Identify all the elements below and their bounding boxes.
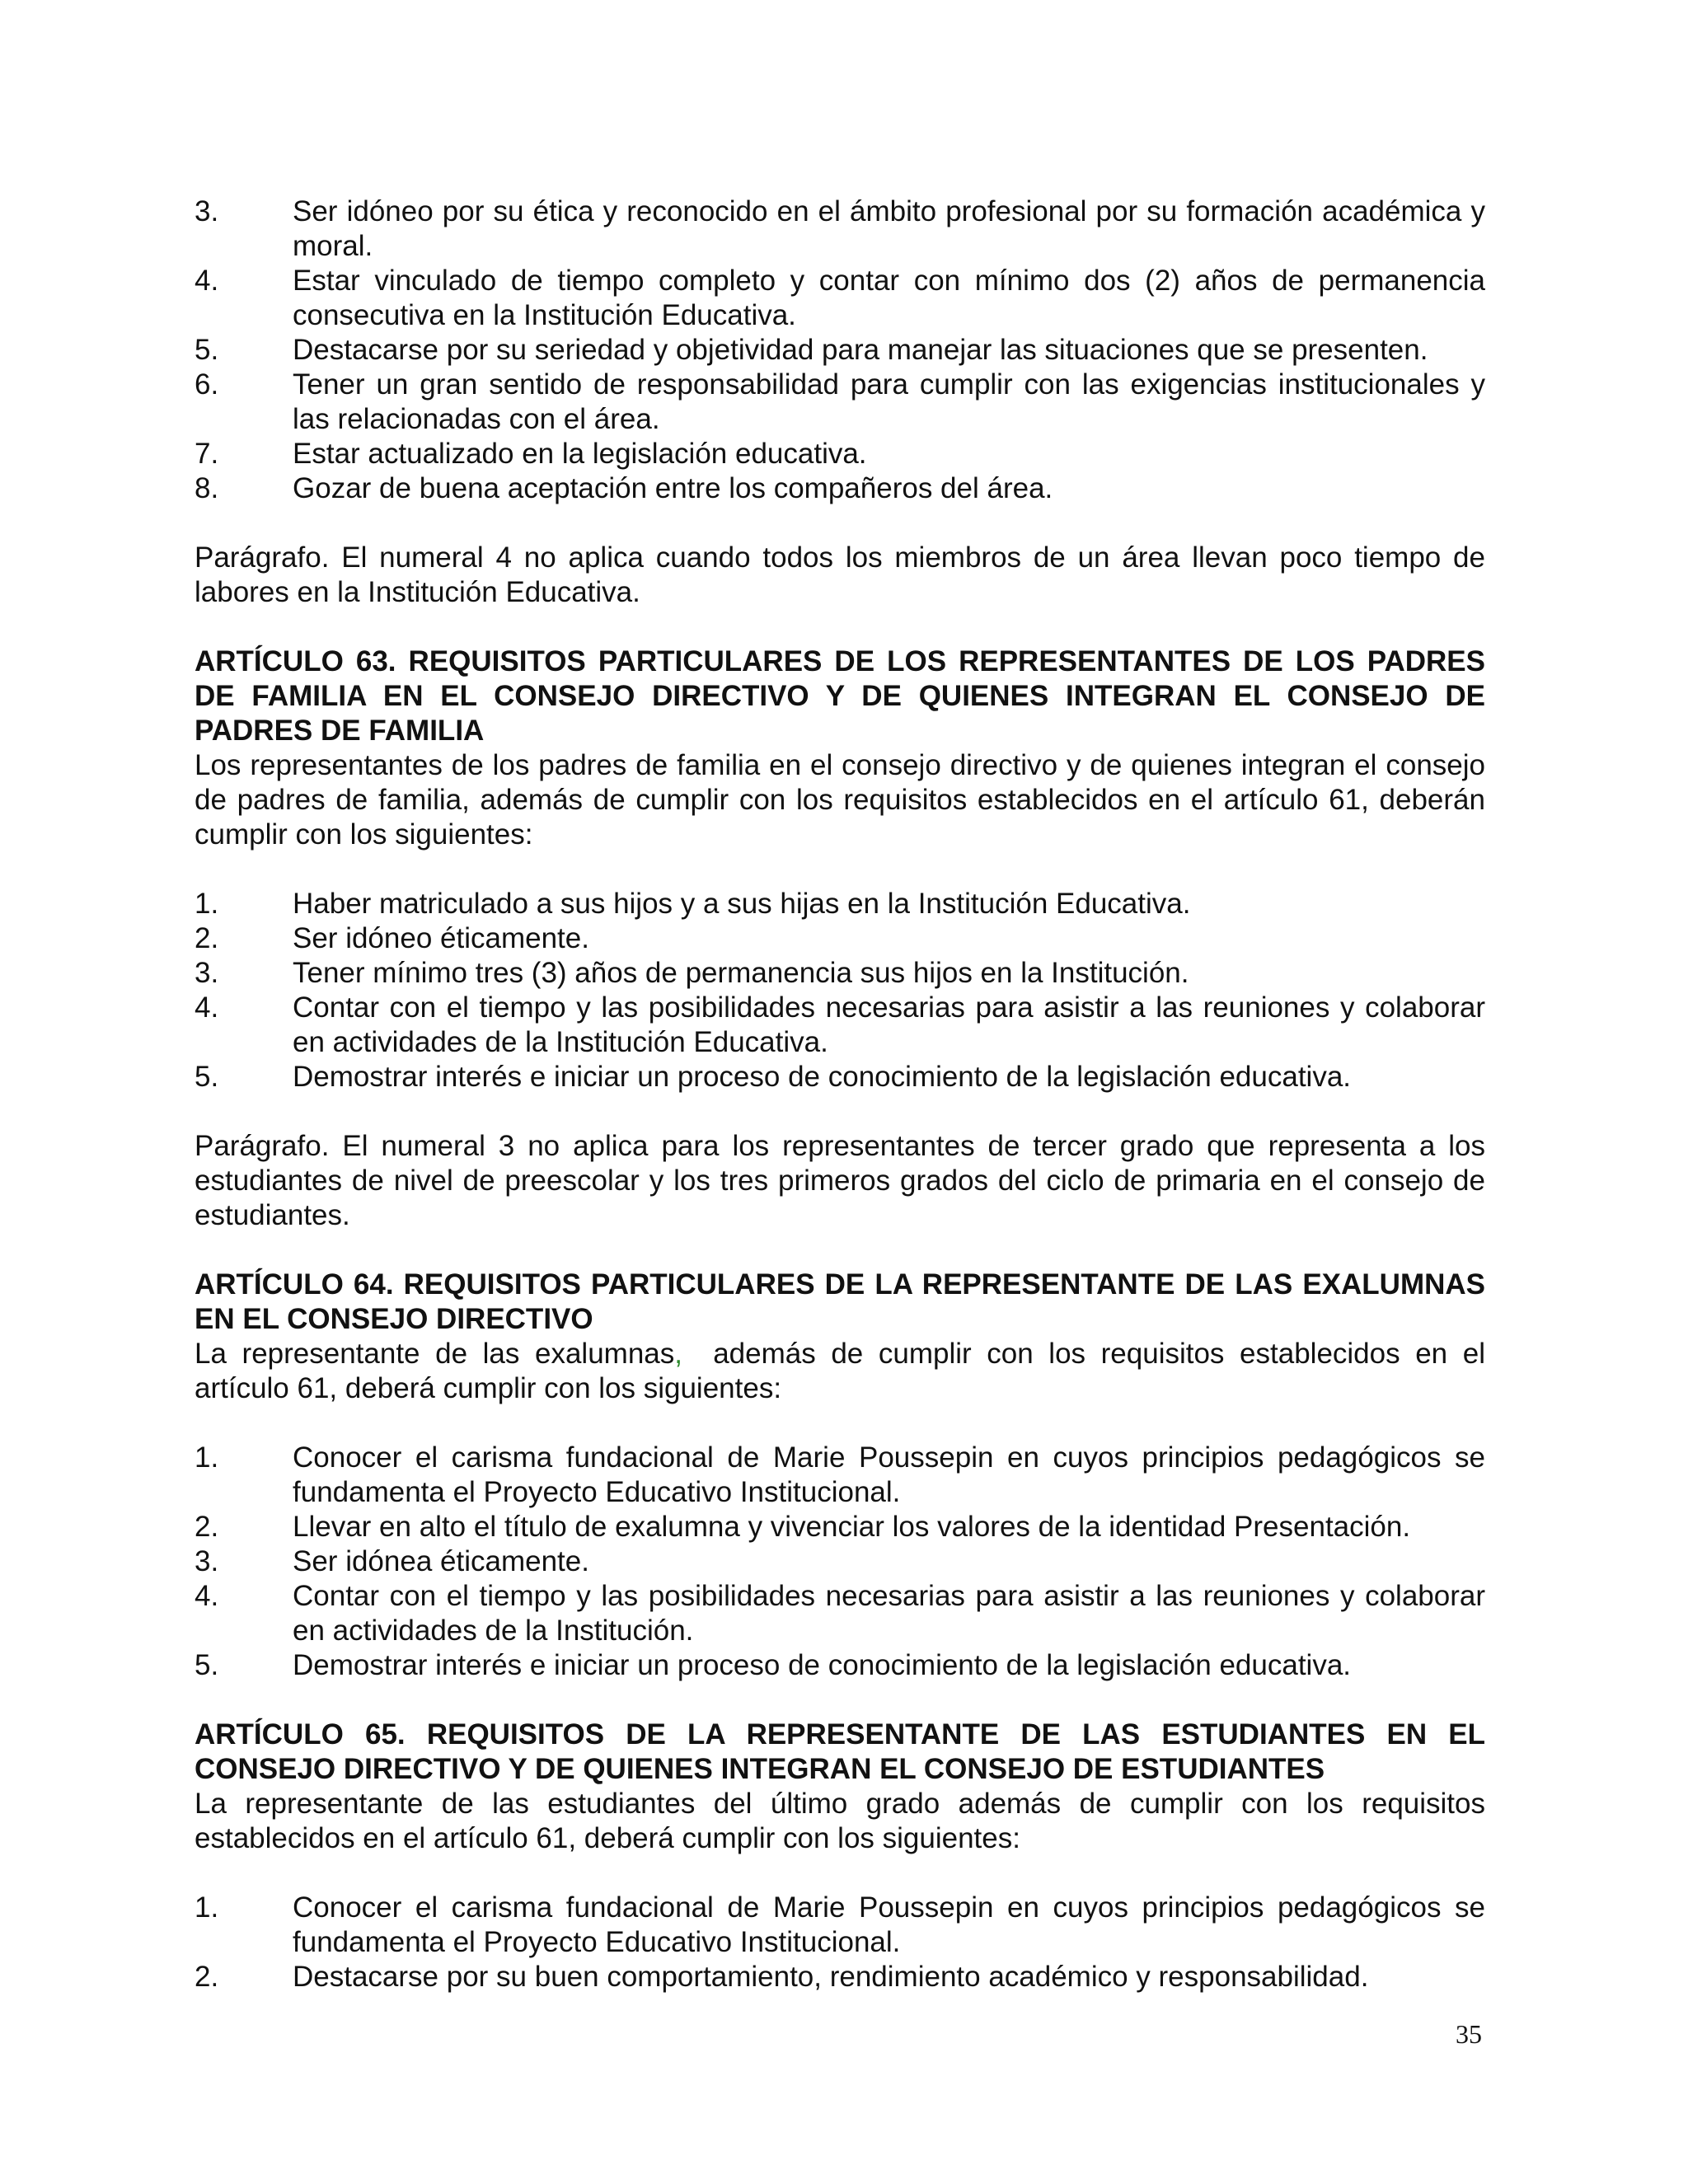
list-number: 2. [195, 1511, 219, 1543]
list-text: Estar actualizado en la legislación educativa. [293, 438, 867, 470]
list-text: Destacarse por su buen comportamiento, rendimiento académico y responsabilidad. [293, 1961, 1369, 1993]
list-text: Tener un gran sentido de responsabilidad para cumplir con las exigencias institucionales y las relacionadas con el área. [293, 368, 1485, 435]
list-text: Ser idóneo por su ética y reconocido en el ámbito profesional por su formación académica y moral. [293, 195, 1485, 262]
article-65-heading: ARTÍCULO 65. REQUISITOS DE LA REPRESENTANTE DE LAS ESTUDIANTES EN EL CONSEJO DIRECTIVO Y DE QUIENES INTEGRAN EL CONSEJO DE ESTUDIANTES [195, 1718, 1485, 1785]
list-text: Estar vinculado de tiempo completo y contar con mínimo dos (2) años de permanencia consecutiva en la Institución Educativa. [293, 265, 1485, 331]
list-number: 1. [195, 1891, 219, 1924]
article-64-intro-start: La representante de las exalumnas [195, 1338, 675, 1370]
list-item [195, 956, 1485, 991]
list-text: Destacarse por su seriedad y objetividad para manejar las situaciones que se presenten. [293, 334, 1428, 366]
list-text: Haber matriculado a sus hijos y a sus hijas en la Institución Educativa. [293, 888, 1191, 920]
list-item [195, 471, 1485, 506]
list-number: 5. [195, 334, 219, 366]
article-63-intro: Los representantes de los padres de familia en el consejo directivo y de quienes integran el consejo de padres de familia, además de cumplir con los requisitos establecidos en el artículo 61, deberán cumplir con los siguientes: [195, 749, 1485, 851]
list-number: 8. [195, 472, 219, 504]
list-number: 1. [195, 888, 219, 920]
list-text: Contar con el tiempo y las posibilidades necesarias para asistir a las reuniones y colaborar en actividades de la Institución Educativa. [293, 991, 1485, 1058]
list-number: 3. [195, 195, 219, 227]
article-64-heading: ARTÍCULO 64. REQUISITOS PARTICULARES DE LA REPRESENTANTE DE LAS EXALUMNAS EN EL CONSEJO DIRECTIVO [195, 1268, 1485, 1335]
list-item [195, 991, 1485, 1060]
list-item [195, 1510, 1485, 1544]
list-number: 4. [195, 1580, 219, 1612]
list-item [195, 1579, 1485, 1648]
list-number: 1. [195, 1441, 219, 1474]
list-text: Ser idóneo éticamente. [293, 922, 589, 954]
document-page [195, 194, 1493, 1994]
list-text: Conocer el carisma fundacional de Marie Poussepin en cuyos principios pedagógicos se fundamenta el Proyecto Educativo Institucional. [293, 1441, 1485, 1508]
list-item [195, 333, 1485, 368]
article-64-intro-comma: , [674, 1338, 682, 1370]
article-64-intro-end: además de cumplir con los requisitos establecidos en el artículo 61, deberá cumplir con los siguientes: [195, 1338, 1493, 1404]
list-item [195, 437, 1485, 471]
list-item [195, 887, 1485, 921]
list-item [195, 1891, 1485, 1960]
list-item [195, 1960, 1485, 1994]
list-number: 3. [195, 1545, 219, 1577]
list-item [195, 1060, 1485, 1094]
list-text: Contar con el tiempo y las posibilidades necesarias para asistir a las reuniones y colaborar en actividades de la Institución. [293, 1580, 1485, 1647]
list-number: 6. [195, 368, 219, 401]
article-65-list [195, 1891, 1485, 1994]
paragrafo-note: Parágrafo. El numeral 4 no aplica cuando todos los miembros de un área llevan poco tiempo de labores en la Institución Educativa. [195, 541, 1485, 608]
article-63-heading: ARTÍCULO 63. REQUISITOS PARTICULARES DE LOS REPRESENTANTES DE LOS PADRES DE FAMILIA EN EL CONSEJO DIRECTIVO Y DE QUIENES INTEGRAN EL CONSEJO DE PADRES DE FAMILIA [195, 645, 1485, 747]
list-text: Ser idónea éticamente. [293, 1545, 589, 1577]
list-text: Tener mínimo tres (3) años de permanencia sus hijos en la Institución. [293, 957, 1189, 989]
list-text: Conocer el carisma fundacional de Marie Poussepin en cuyos principios pedagógicos se fundamenta el Proyecto Educativo Institucional. [293, 1891, 1485, 1958]
list-number: 5. [195, 1061, 219, 1093]
list-text: Demostrar interés e iniciar un proceso de conocimiento de la legislación educativa. [293, 1061, 1352, 1093]
article-63-paragrafo: Parágrafo. El numeral 3 no aplica para los representantes de tercer grado que representa a los estudiantes de nivel de preescolar y los tres primeros grados del ciclo de primaria en el consejo de estudiantes. [195, 1130, 1485, 1231]
list-number: 5. [195, 1649, 219, 1681]
article-63-list [195, 887, 1485, 1094]
list-number: 2. [195, 1961, 219, 1993]
list-item [195, 264, 1485, 333]
page-number: 35 [1456, 2019, 1482, 2049]
list-item [195, 1544, 1485, 1579]
list-item [195, 194, 1485, 264]
article-64-list [195, 1441, 1485, 1683]
list-number: 2. [195, 922, 219, 954]
list-item [195, 921, 1485, 956]
list-number: 4. [195, 265, 219, 297]
list-number: 3. [195, 957, 219, 989]
list-item [195, 368, 1485, 437]
list-text: Demostrar interés e iniciar un proceso de conocimiento de la legislación educativa. [293, 1649, 1352, 1681]
list-number: 7. [195, 438, 219, 470]
article-64-intro [195, 1337, 1493, 1406]
list-text: Gozar de buena aceptación entre los compañeros del área. [293, 472, 1053, 504]
list-number: 4. [195, 991, 219, 1024]
list-item [195, 1648, 1485, 1683]
list-item [195, 1441, 1485, 1510]
article-65-intro: La representante de las estudiantes del último grado además de cumplir con los requisitos establecidos en el artículo 61, deberá cumplir con los siguientes: [195, 1788, 1485, 1854]
list-text: Llevar en alto el título de exalumna y vivenciar los valores de la identidad Presentación. [293, 1511, 1411, 1543]
requirements-list-top [195, 194, 1485, 506]
